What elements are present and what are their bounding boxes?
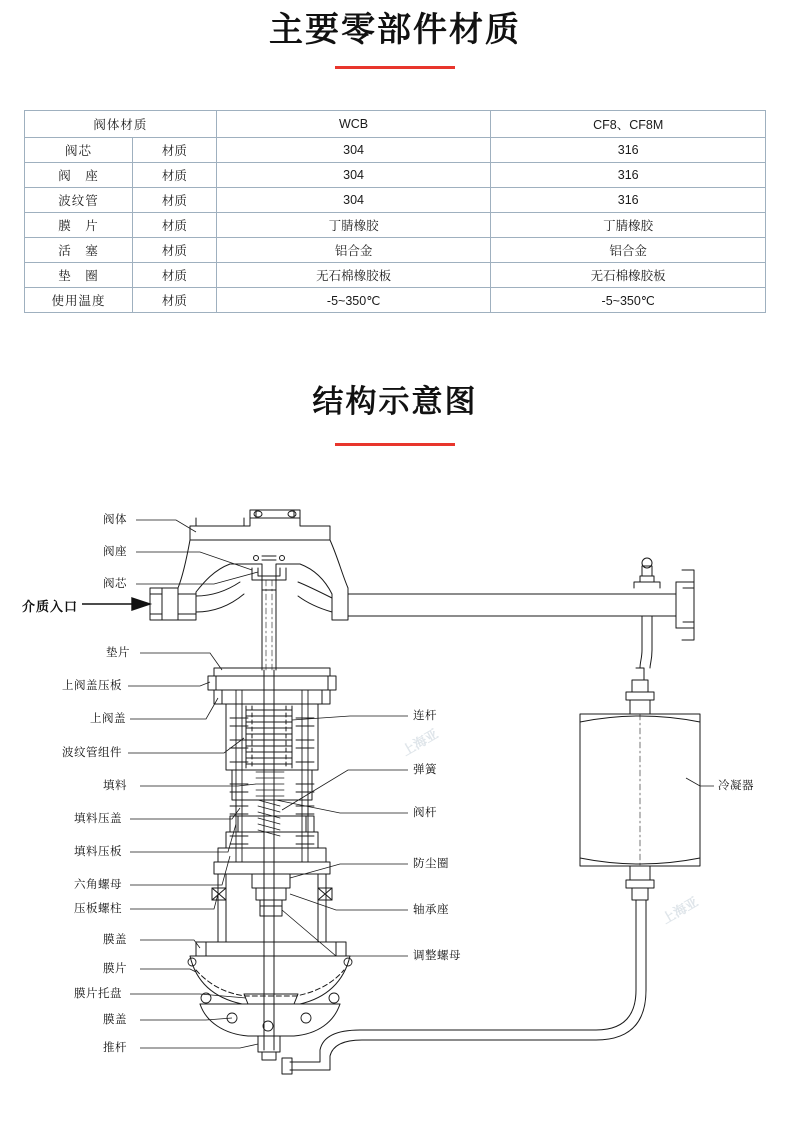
label-adjusting-nut: 调整螺母	[413, 950, 461, 962]
label-packing-gland: 填料压盖	[74, 813, 122, 825]
cell-attr: 材质	[132, 163, 216, 188]
cell-cf8-value: 316	[491, 163, 766, 188]
cell-attr: 材质	[132, 213, 216, 238]
cell-part-name: 活 塞	[25, 238, 133, 263]
label-upper-bonnet-plate: 上阀盖压板	[62, 680, 122, 692]
cell-attr: 材质	[132, 263, 216, 288]
table-row	[25, 263, 766, 288]
label-bellows-assembly: 波纹管组件	[62, 747, 122, 759]
label-valve-body: 阀体	[103, 514, 127, 526]
cell-part-name: 垫 圈	[25, 263, 133, 288]
cell-wcb-value: 304	[216, 188, 491, 213]
inlet-arrow	[82, 598, 150, 610]
page-title-structure: 结构示意图	[312, 384, 478, 419]
cell-wcb-value: -5~350℃	[216, 288, 491, 313]
table-row	[25, 163, 766, 188]
header-cell-cf8: CF8、CF8M	[491, 111, 766, 138]
cell-cf8-value: -5~350℃	[491, 288, 766, 313]
label-push-rod: 推杆	[103, 1042, 127, 1054]
label-diaphragm-tray: 膜片托盘	[74, 988, 122, 1000]
label-spring: 弹簧	[413, 764, 437, 776]
label-connecting-rod: 连杆	[413, 710, 437, 722]
cell-part-name: 使用温度	[25, 288, 133, 313]
label-diaphragm-cover-upper: 膜盖	[103, 934, 127, 946]
label-bearing-seat: 轴承座	[413, 904, 449, 916]
cell-cf8-value: 丁腈橡胶	[491, 213, 766, 238]
cell-wcb-value: 304	[216, 138, 491, 163]
cell-wcb-value: 丁腈橡胶	[216, 213, 491, 238]
title-underline-2	[335, 443, 455, 446]
table-row	[25, 138, 766, 163]
table-row	[25, 213, 766, 238]
label-dust-ring: 防尘圈	[413, 858, 449, 870]
label-upper-bonnet: 上阀盖	[90, 713, 126, 725]
cell-cf8-value: 无石棉橡胶板	[491, 263, 766, 288]
label-diaphragm-cover-lower: 膜盖	[103, 1014, 127, 1026]
cell-cf8-value: 316	[491, 138, 766, 163]
cell-attr: 材质	[132, 138, 216, 163]
page-title-materials: 主要零部件材质	[269, 11, 521, 49]
cell-cf8-value: 316	[491, 188, 766, 213]
watermark-text: 上海亚	[399, 726, 441, 759]
cell-attr: 材质	[132, 188, 216, 213]
cell-attr: 材质	[132, 238, 216, 263]
label-packing: 填料	[103, 780, 127, 792]
header-cell-wcb: WCB	[216, 111, 491, 138]
materials-table	[24, 110, 766, 313]
table-row	[25, 288, 766, 313]
label-valve-stem: 阀杆	[413, 807, 437, 819]
label-plate-stud: 压板螺柱	[74, 903, 122, 915]
cell-part-name: 阀 座	[25, 163, 133, 188]
label-hex-nut: 六角螺母	[74, 879, 122, 891]
structure-diagram	[0, 470, 790, 1110]
cell-part-name: 波纹管	[25, 188, 133, 213]
label-valve-seat: 阀座	[103, 546, 127, 558]
label-condenser: 冷凝器	[718, 780, 754, 792]
header-cell-body-material: 阀体材质	[25, 111, 217, 138]
label-medium-inlet: 介质入口	[22, 599, 79, 614]
cell-wcb-value: 无石棉橡胶板	[216, 263, 491, 288]
cell-wcb-value: 304	[216, 163, 491, 188]
cell-part-name: 阀芯	[25, 138, 133, 163]
title-underline-1	[335, 66, 455, 69]
table-header-row	[25, 111, 766, 138]
label-packing-plate: 填料压板	[74, 846, 122, 858]
cell-cf8-value: 铝合金	[491, 238, 766, 263]
cell-wcb-value: 铝合金	[216, 238, 491, 263]
cell-attr: 材质	[132, 288, 216, 313]
watermark-text: 上海亚	[659, 894, 701, 927]
label-valve-plug: 阀芯	[103, 578, 127, 590]
label-diaphragm: 膜片	[103, 963, 127, 975]
table-row	[25, 238, 766, 263]
table-row	[25, 188, 766, 213]
label-gasket: 垫片	[106, 647, 130, 659]
cell-part-name: 膜 片	[25, 213, 133, 238]
